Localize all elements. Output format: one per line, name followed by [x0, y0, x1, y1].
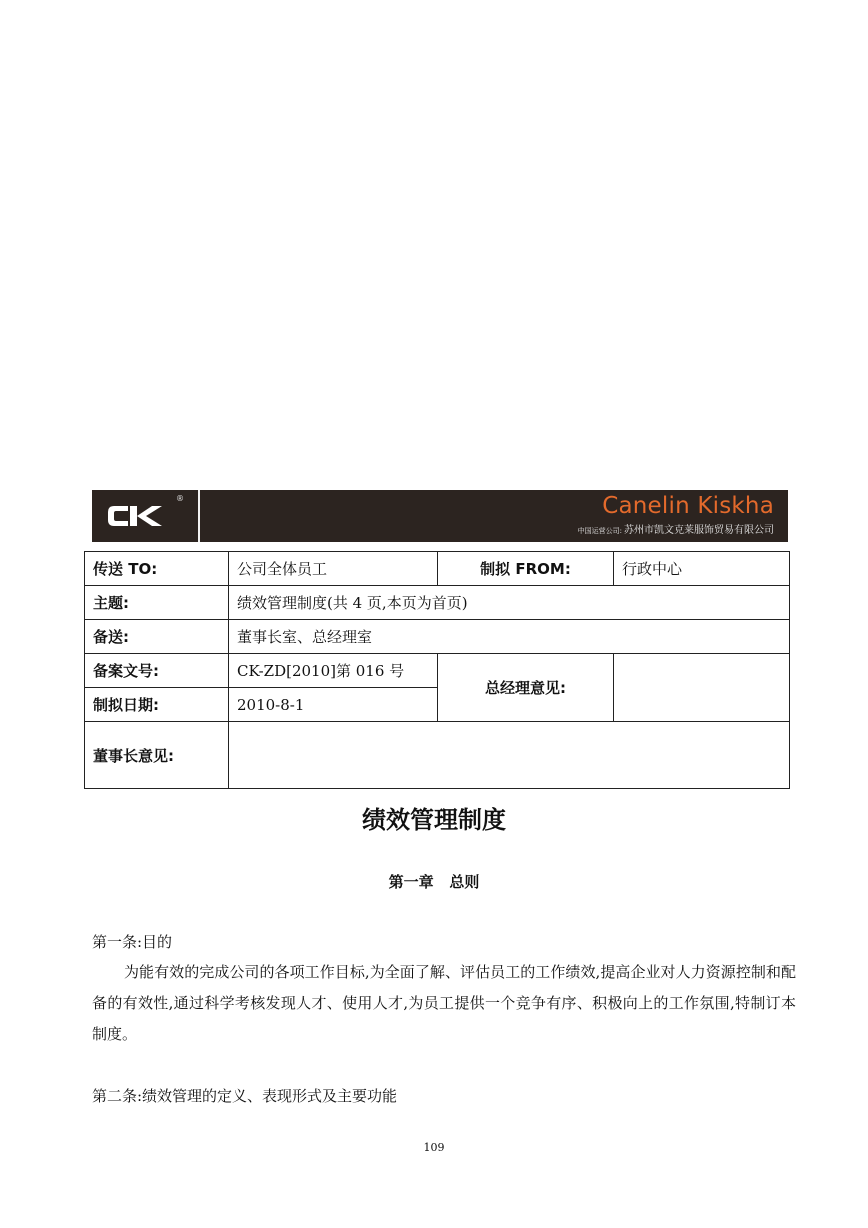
date-value: 2010-8-1 — [229, 688, 438, 722]
from-label: 制拟 FROM: — [438, 552, 614, 586]
memo-header-table — [84, 551, 790, 789]
chairman-opinion-label: 董事长意见: — [85, 722, 229, 789]
registered-mark: ® — [176, 494, 184, 503]
company-banner — [92, 490, 788, 542]
document-title: 绩效管理制度 — [362, 806, 506, 834]
article1-heading: 第一条:目的 — [92, 933, 173, 951]
docno-label: 备案文号: — [85, 654, 229, 688]
chapter-heading: 第一章 总则 — [388, 873, 480, 891]
company-prefix: 中国运营公司: — [577, 527, 622, 535]
cc-value: 董事长室、总经理室 — [229, 620, 790, 654]
subject-value: 绩效管理制度(共 4 页,本页为首页) — [229, 586, 790, 620]
logo — [92, 490, 200, 542]
brand-name: Canelin Kiskha — [602, 493, 774, 519]
gm-opinion-value — [614, 654, 790, 722]
article1-paragraph: 为能有效的完成公司的各项工作目标,为全面了解、评估员工的工作绩效,提高企业对人力资源控制和配备的有效性,通过科学考核发现人才、使用人才,为员工提供一个竞争有序、积极向上的工作氛围,特制订本制度。 — [92, 963, 796, 1043]
chairman-opinion-value — [229, 722, 790, 789]
table-row — [85, 722, 790, 789]
ck-logo-icon — [106, 500, 174, 532]
company-line — [578, 521, 774, 536]
article2-heading: 第二条:绩效管理的定义、表现形式及主要功能 — [92, 1087, 398, 1105]
from-value: 行政中心 — [614, 552, 790, 586]
page-number: 109 — [423, 1141, 445, 1154]
docno-value: CK-ZD[2010]第 016 号 — [229, 654, 438, 688]
company-name: 苏州市凯文克莱服饰贸易有限公司 — [624, 525, 774, 536]
to-value: 公司全体员工 — [229, 552, 438, 586]
to-label: 传送 TO: — [85, 552, 229, 586]
cc-label: 备送: — [85, 620, 229, 654]
gm-opinion-label: 总经理意见: — [438, 654, 614, 722]
table-row — [85, 620, 790, 654]
table-row — [85, 552, 790, 586]
subject-label: 主题: — [85, 586, 229, 620]
table-row — [85, 586, 790, 620]
table-row — [85, 654, 790, 688]
date-label: 制拟日期: — [85, 688, 229, 722]
